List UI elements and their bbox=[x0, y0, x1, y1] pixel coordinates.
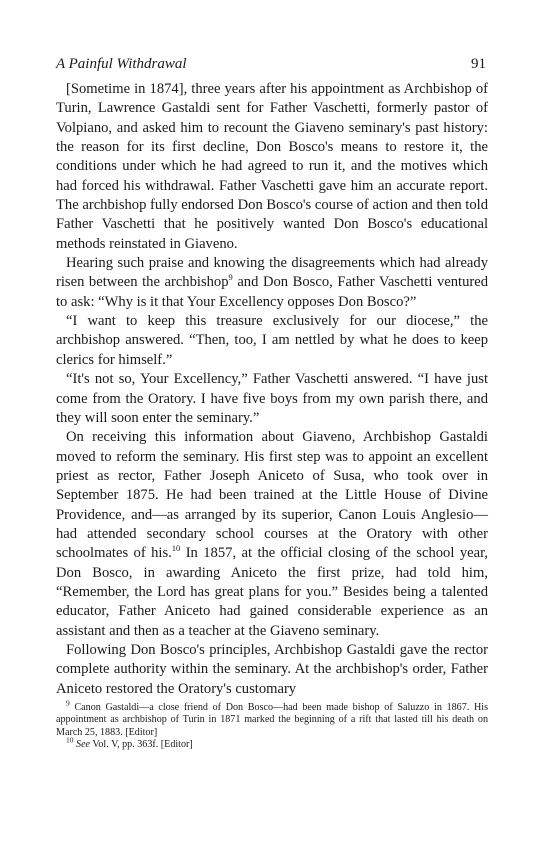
paragraph-5 bbox=[56, 428, 488, 641]
paragraph-1: [Sometime in 1874], three years after his appointment as Archbishop of Turin, Lawrence Gastaldi sent for Father Vaschetti, formerly pastor of Volpiano, and asked him to recount the Giaveno seminary's past history: the reason for its first decline, Don Bosco's means to restore it, the conditions under which he had agreed to run it, and the motives which had forced his withdrawal. Father Vaschetti gave him an accurate report. The archbishop fully endorsed Don Bosco's course of action and then told Father Vaschetti that he positively wanted Don Bosco's educational methods reinstated in Giaveno. bbox=[56, 81, 488, 252]
footnote-10-see: See bbox=[73, 739, 91, 751]
footnote-10-text: Vol. V, pp. 363f. [Editor] bbox=[90, 739, 193, 751]
footnotes bbox=[56, 698, 488, 752]
paragraph-4: “It's not so, Your Excellency,” Father Vaschetti answered. “I have just come from the Oratory. I have five boys from my own parish there, and they will soon enter the seminary.” bbox=[56, 371, 488, 426]
body-text bbox=[56, 80, 488, 699]
footnote-10-mark: 10 bbox=[66, 735, 74, 745]
paragraph-2 bbox=[56, 254, 488, 312]
paragraph-6: Following Don Bosco's principles, Archbishop Gastaldi gave the rector complete authority within the seminary. At the archbishop's order, Father Aniceto restored the Oratory's customary bbox=[56, 641, 488, 697]
page-number: 91 bbox=[471, 56, 486, 72]
page-header bbox=[56, 56, 488, 80]
footnote-9-text: Canon Gastaldi—a close friend of Don Bosco—had been made bishop of Saluzzo in 1867. His appointment as archbishop of Turin in 1871 marked the beginning of a rift that lasted till his death on March 25, 1883. [Editor] bbox=[56, 702, 488, 738]
paragraph-2-text-a: Hearing such praise and knowing the disagreements which had already risen between the archbishop bbox=[56, 255, 488, 291]
paragraph-2-text-b: and Don Bosco, Father Vaschetti ventured to ask: “Why is it that Your Excellency opposes Don Bosco?” bbox=[56, 274, 488, 310]
paragraph-5-text-b: In 1857, at the official closing of the school year, Don Bosco, in awarding Aniceto the first prize, had told him, “Remember, the Lord has great plans for you.” Besides being a talented educator, Father Aniceto had gained considerable experience as an assistant and then as a teacher at the Giaveno seminary. bbox=[56, 545, 488, 639]
footnote-9-mark: 9 bbox=[66, 698, 70, 708]
paragraph-5-text-a: On receiving this information about Giaveno, Archbishop Gastaldi moved to reform the seminary. His first step was to appoint an excellent priest as rector, Father Joseph Aniceto of Susa, who took over in September 1875. He had been trained at the Little House of Divine Providence, and—as arranged by its superior, Canon Louis Anglesio—had attended secondary school courses at the Oratory with other schoolmates of his. bbox=[56, 429, 488, 562]
book-page bbox=[56, 56, 488, 752]
running-title: A Painful Withdrawal bbox=[56, 56, 187, 72]
paragraph-3: “I want to keep this treasure exclusively for our diocese,” the archbishop answered. “Then, too, I am nettled by what he does to keep clerics for himself.” bbox=[56, 313, 488, 368]
footnote-9 bbox=[56, 698, 488, 739]
footnote-10 bbox=[56, 735, 488, 751]
footnote-ref-10: 10 bbox=[171, 543, 181, 554]
footnote-ref-9: 9 bbox=[228, 272, 233, 283]
